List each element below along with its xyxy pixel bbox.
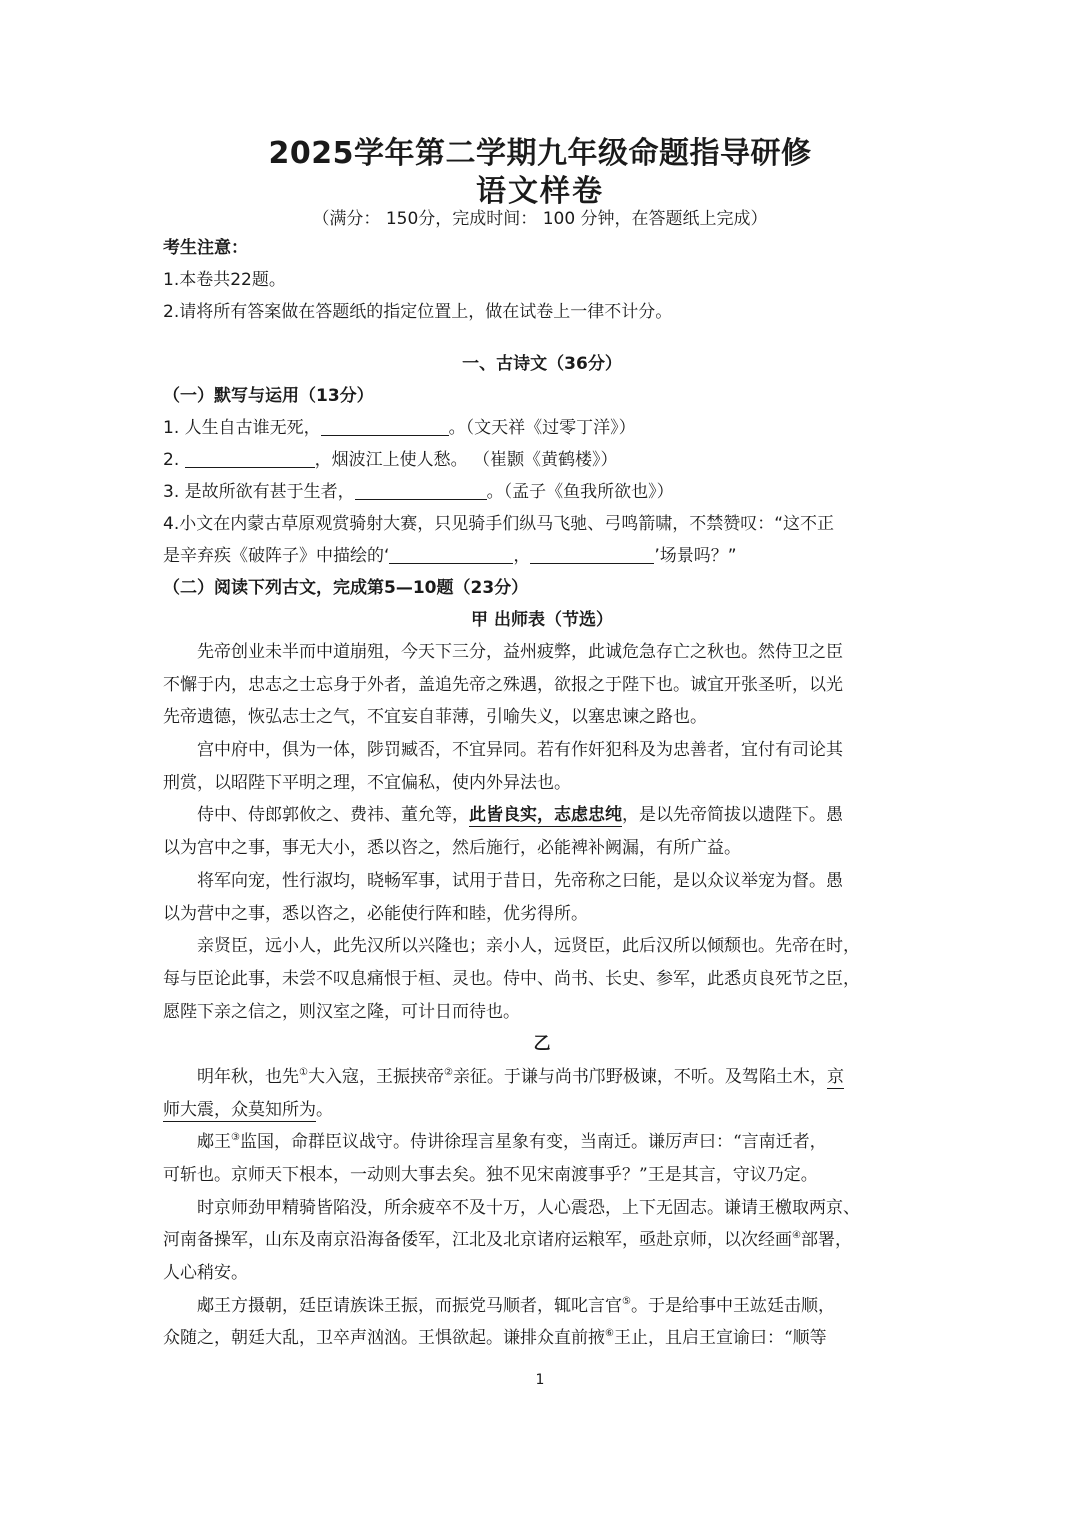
passage-text: 。 — [316, 1099, 333, 1120]
passage-line: 先帝创业未半而中道崩殂，今天下三分，益州疲弊，此诚危急存亡之秋也。然侍卫之臣 — [197, 642, 843, 662]
passage-text: 侍中、侍郎郭攸之、费祎、董允等， — [197, 805, 469, 826]
question-1-prompt: 1. 人生自古谁无死， — [163, 418, 321, 438]
footnote-marker: ⑤ — [622, 1295, 631, 1307]
answer-blank — [530, 545, 654, 564]
passage-line: 可斩也。京师天下根本，一动则大事去矣。独不见宋南渡事乎？”王是其言，守议乃定。 — [163, 1165, 818, 1185]
passage-text: ，是以先帝简拔以遗陛下。愚 — [622, 805, 843, 826]
answer-blank — [355, 481, 487, 500]
comma: ， — [513, 546, 531, 566]
question-4-line-2 — [163, 540, 921, 572]
notes-item-1: 1.本卷共22题。 — [163, 270, 286, 290]
question-3-prompt: 3. 是故所欲有甚于生者， — [163, 482, 355, 502]
passage-line: 将军向宠，性行淑均，晓畅军事，试用于昔日，先帝称之曰能，是以众议举宠为督。愚 — [197, 870, 843, 891]
notes-heading: 考生注意： — [163, 238, 248, 258]
passage-line — [163, 1126, 921, 1159]
question-3 — [163, 476, 921, 508]
passage-line: 先帝遗德，恢弘志士之气，不宜妄自菲薄，引喻失义，以塞忠谏之路也。 — [163, 707, 707, 728]
passage-line — [163, 1290, 921, 1323]
footnote-marker: ② — [443, 1066, 453, 1078]
part1-heading: （一）默写与运用（13分） — [163, 386, 374, 406]
passage-text: 河南备操军，山东及南京沿海备倭军，江北及北京诸府运粮军，亟赴京师，以次经画 — [163, 1230, 792, 1251]
passage-text: 部署， — [800, 1230, 852, 1251]
passage-line: 以为宫中之事，事无大小，悉以咨之，然后施行，必能裨补阙漏，有所广益。 — [163, 838, 741, 859]
part2-heading: （二）阅读下列古文，完成第5—10题（23分） — [163, 578, 529, 598]
exam-title: 2025学年第二学期九年级命题指导研修 — [268, 136, 812, 171]
footnote-marker: ① — [299, 1066, 308, 1078]
question-4-line-1: 4.小文在内蒙古草原观赏骑射大赛，只见骑手们纵马飞驰、弓鸣箭啸，不禁赞叹：“这不正 — [163, 514, 835, 534]
passage-text: 众随之，朝廷大乱，卫卒声汹汹。王惧欲起。谦排众直前掖 — [163, 1328, 605, 1349]
answer-blank — [185, 449, 315, 468]
passage-text: 亲征。于谦与尚书邝野极谏，不听。及驾陷土木， — [452, 1066, 827, 1087]
passage-line: 时京师劲甲精骑皆陷没，所余疲卒不及十万，人心震恐，上下无固志。谦请王檄取两京、 — [197, 1197, 860, 1218]
exam-subject-title: 语文样卷 — [476, 174, 604, 209]
passage-line: 以为营中之事，悉以咨之，必能使行阵和睦，优劣得所。 — [163, 903, 588, 924]
answer-blank — [389, 545, 513, 564]
passage-text: 郕王 — [197, 1132, 231, 1153]
underlined-sentence: 京 — [826, 1066, 844, 1087]
underlined-sentence: 师大震，众莫知所为 — [163, 1099, 316, 1120]
page-number: 1 — [535, 1372, 545, 1388]
exam-info: （满分： 150分，完成时间： 100 分钟，在答题纸上完成） — [312, 209, 768, 229]
underlined-sentence: 此皆良实，志虑忠纯 — [469, 805, 622, 826]
passage-text: 郕王方摄朝，廷臣请族诛王振，而振党马顺者，辄叱言官 — [197, 1295, 622, 1316]
question-4-prompt: 是辛弃疾《破阵子》中描绘的‘ — [163, 546, 390, 566]
question-2 — [163, 444, 921, 476]
question-3-source: 。（孟子《鱼我所欲也》） — [486, 482, 674, 502]
passage-line: 刑赏，以昭陛下平明之理，不宜偏私，使内外异法也。 — [163, 772, 571, 793]
section-heading: 一、古诗文（36分） — [462, 354, 622, 374]
passage-line — [163, 1094, 921, 1127]
passage-text: 大入寇，王振挟帝 — [307, 1066, 444, 1087]
question-1 — [163, 412, 921, 444]
passage-jia-title: 甲 出师表（节选） — [471, 610, 613, 630]
exam-content — [163, 232, 921, 1355]
passage-line: 亲贤臣，远小人，此先汉所以兴隆也；亲小人，远贤臣，此后汉所以倾颓也。先帝在时， — [197, 936, 860, 957]
notes-item-2: 2.请将所有答案做在答题纸的指定位置上，做在试卷上一律不计分。 — [163, 302, 673, 322]
footnote-marker: ④ — [792, 1230, 801, 1242]
passage-line: 愿陛下亲之信之，则汉室之隆，可计日而待也。 — [163, 1001, 520, 1022]
passage-line — [163, 799, 921, 832]
passage-line — [163, 1224, 921, 1257]
question-2-number: 2. — [163, 450, 185, 470]
passage-text: 明年秋，也先 — [197, 1066, 299, 1087]
passage-line: 每与臣论此事，未尝不叹息痛恨于桓、灵也。侍中、尚书、长史、参军，此悉贞良死节之臣， — [163, 968, 860, 989]
question-2-prompt: ，烟波江上使人愁。 （崔颢《黄鹤楼》） — [314, 450, 618, 470]
passage-text: 王止，且启王宣谕曰：“顺等 — [613, 1328, 827, 1349]
passage-line: 不懈于内，忠志之士忘身于外者，盖追先帝之殊遇，欲报之于陛下也。诚宜开张圣听，以光 — [163, 674, 843, 695]
passage-line: 宫中府中，俱为一体，陟罚臧否，不宜异同。若有作奸犯科及为忠善者，宜付有司论其 — [197, 740, 843, 761]
passage-line — [163, 1061, 921, 1094]
passage-yi-title: 乙 — [533, 1034, 551, 1055]
passage-text: 监国，命群臣议战守。侍讲徐珵言星象有变，当南迁。谦厉声曰：“言南迁者， — [239, 1132, 827, 1153]
answer-blank — [321, 417, 449, 436]
footnote-marker: ⑥ — [605, 1328, 614, 1340]
footnote-marker: ③ — [231, 1132, 240, 1144]
passage-line — [163, 1322, 921, 1355]
passage-text: 。于是给事中王竑廷击顺， — [630, 1295, 835, 1316]
passage-line: 人心稍安。 — [163, 1263, 248, 1284]
question-4-end: ’场景吗？” — [654, 546, 737, 566]
question-1-source: 。（文天祥《过零丁洋》） — [448, 418, 636, 438]
